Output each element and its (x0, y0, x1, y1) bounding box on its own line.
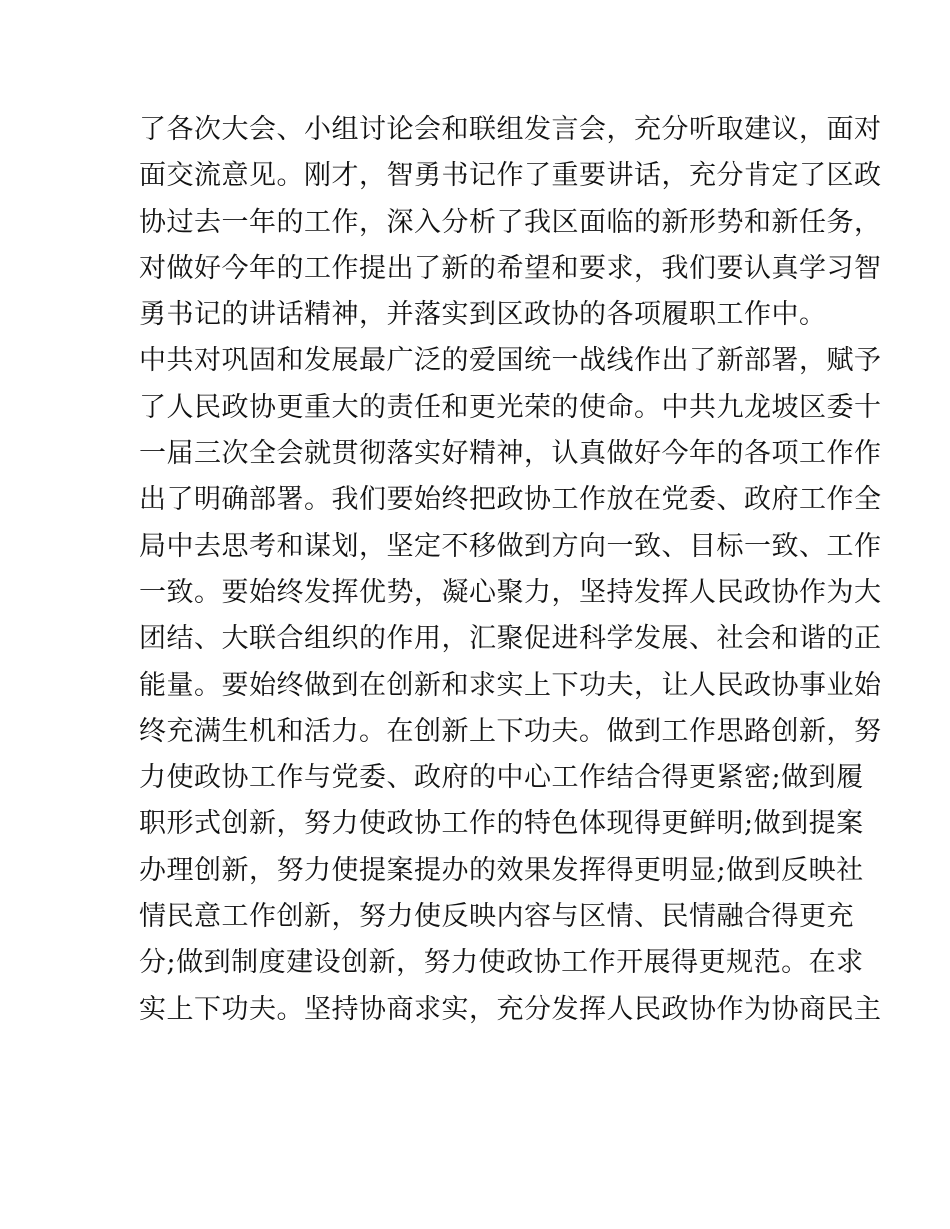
text-line: 协过去一年的工作，深入分析了我区面临的新形势和新任务， (139, 206, 882, 238)
text-line: 职形式创新，努力使政协工作的特色体现得更鲜明;做到提案 (139, 808, 864, 840)
text-line: 了人民政协更重大的责任和更光荣的使命。中共九龙坡区委十 (139, 391, 882, 423)
text-line: 能量。要始终做到在创新和求实上下功夫，让人民政协事业始 (139, 669, 882, 701)
body-text (139, 107, 882, 1033)
text-line: 中共对巩固和发展最广泛的爱国统一战线作出了新部署，赋予 (139, 345, 882, 377)
text-line: 分;做到制度建设创新，努力使政协工作开展得更规范。在求 (139, 947, 864, 979)
text-line: 终充满生机和活力。在创新上下功夫。做到工作思路创新，努 (139, 715, 882, 747)
text-line: 了各次大会、小组讨论会和联组发言会，充分听取建议，面对 (139, 114, 882, 145)
text-line: 情民意工作创新，努力使反映内容与区情、民情融合得更充 (139, 901, 854, 933)
text-line: 出了明确部署。我们要始终把政协工作放在党委、政府工作全 (139, 484, 882, 516)
text-line: 力使政协工作与党委、政府的中心工作结合得更紧密;做到履 (139, 762, 864, 794)
text-line: 局中去思考和谋划，坚定不移做到方向一致、目标一致、工作 (139, 530, 882, 562)
text-line: 一届三次全会就贯彻落实好精神，认真做好今年的各项工作作 (139, 438, 882, 470)
text-line: 一致。要始终发挥优势，凝心聚力，坚持发挥人民政协作为大 (139, 576, 882, 608)
text-line: 勇书记的讲话精神，并落实到区政协的各项履职工作中。 (139, 299, 827, 331)
text-line: 团结、大联合组织的作用，汇聚促进科学发展、社会和谐的正 (139, 623, 882, 655)
text-line: 实上下功夫。坚持协商求实，充分发挥人民政协作为协商民主 (139, 993, 882, 1025)
text-line: 面交流意见。刚才，智勇书记作了重要讲话，充分肯定了区政 (139, 160, 882, 192)
text-line: 办理创新，努力使提案提办的效果发挥得更明显;做到反映社 (139, 854, 864, 886)
text-line: 对做好今年的工作提出了新的希望和要求，我们要认真学习智 (139, 252, 882, 284)
